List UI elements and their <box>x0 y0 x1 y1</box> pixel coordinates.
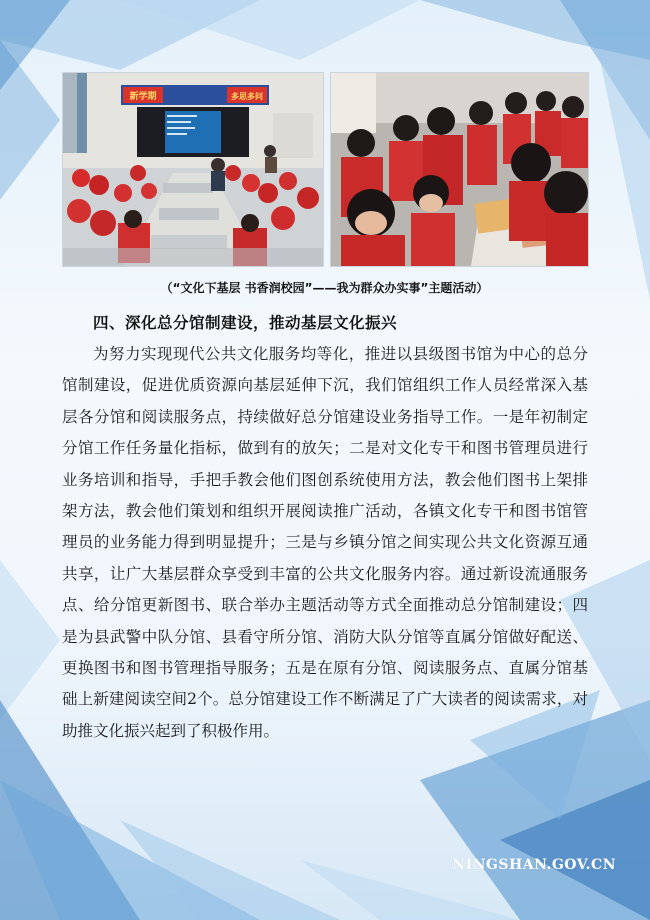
banner-left-text: 新学期 <box>129 92 157 102</box>
photo-caption: （“文化下基层 书香润校园”——我为群众办实事”主题活动） <box>160 281 489 295</box>
reading-activity-photo <box>330 72 589 267</box>
section-heading: 四、深化总分馆制建设，推动基层文化振兴 <box>93 313 398 332</box>
body-paragraph: 为努力实现现代公共文化服务均等化，推进以县级图书馆为中心的总分馆制建设，促进优质资源向基层延伸下沉，我们馆组织工作人员经常深入基层各分馆和阅读服务点，持续做好总分馆建设业务指导工作。一是年初制定分馆工作任务量化指标，做到有的放矢；二是对文化专干和图书管理员进行业务培训和指导，手把手教会他们图创系统使用方法，教会他们图书上架排架方法，教会他们策划和组织开展阅读推广活动，各镇文化专干和图书馆管理员的业务能力得到明显提升；三是与乡镇分馆之间实现公共文化资源互通共享，让广大基层群众享受到丰富的公共文化服务内容。通过新设流通服务点、给分馆更新图书、联合举办主题活动等方式全面推动总分馆制建设；四是为县武警中队分馆、县看守所分馆、消防大队分馆等直属分馆做好配送、更换图书和图书管理指导服务；五是在原有分馆、阅读服务点、直属分馆基础上新建阅读空间2个。总分馆建设工作不断满足了广大读者的阅读需求，对助推文化振兴起到了积极作用。 <box>62 345 588 740</box>
classroom-photo <box>62 72 324 267</box>
site-watermark: NINGSHAN.GOV.CN <box>452 857 616 873</box>
banner-right-text: 多思多问 <box>231 92 263 101</box>
